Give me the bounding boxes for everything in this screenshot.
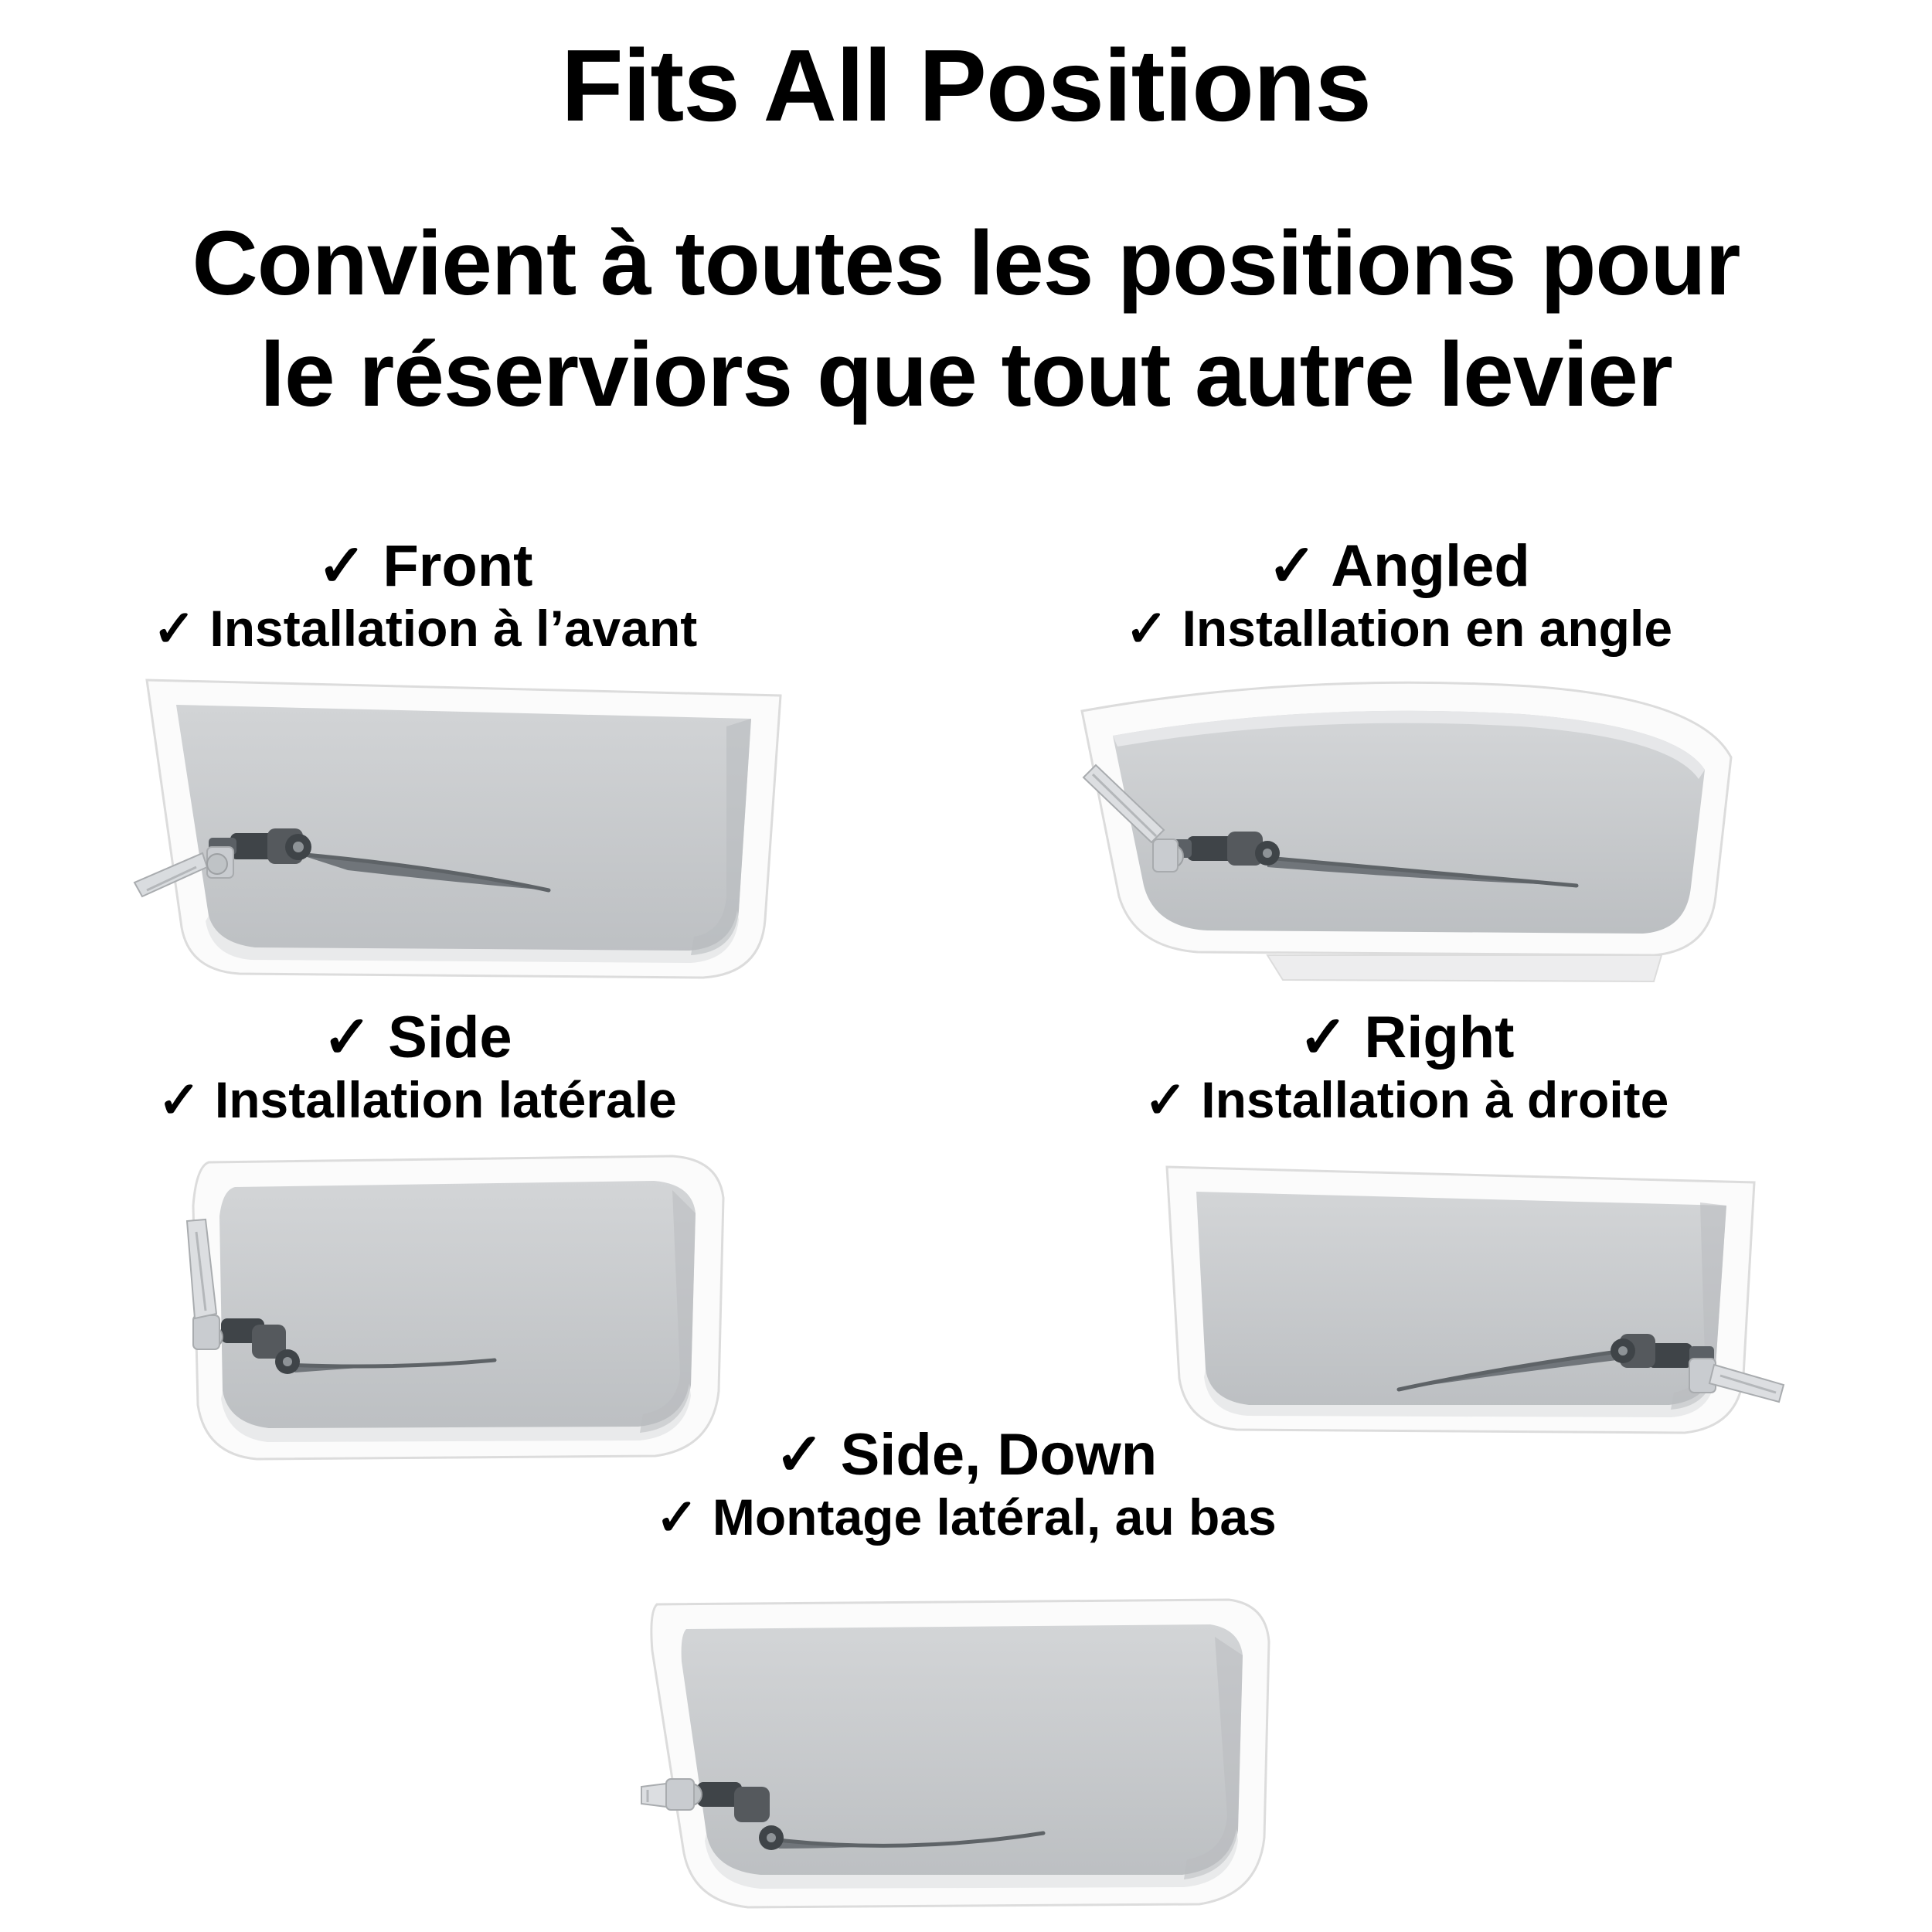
- panel-label-right-en: [1028, 1005, 1785, 1070]
- panel-label-side-down-en-text: Side, Down: [840, 1422, 1158, 1488]
- panel-label-front-fr: [77, 599, 773, 659]
- check-icon: ✓: [322, 1005, 372, 1070]
- panel-label-front-en: [77, 533, 773, 599]
- panel-label-front: [77, 533, 773, 659]
- panel-label-angled-en-text: Angled: [1331, 533, 1530, 599]
- tank-illustration-front: [116, 665, 811, 1005]
- panel-label-side: [70, 1005, 765, 1131]
- tank-illustration-side-down: [611, 1577, 1306, 1924]
- check-icon: ✓: [158, 1071, 201, 1129]
- panel-label-front-fr-text: Installation à l’avant: [209, 600, 698, 658]
- check-icon: ✓: [655, 1488, 699, 1546]
- panel-label-angled-fr-text: Installation en angle: [1182, 600, 1673, 658]
- check-icon: ✓: [1144, 1071, 1187, 1129]
- panel-label-right: [1028, 1005, 1785, 1131]
- chrome-handle: [641, 1779, 702, 1810]
- panel-label-right-en-text: Right: [1364, 1005, 1515, 1070]
- check-icon: ✓: [1298, 1005, 1349, 1070]
- check-icon: ✓: [774, 1422, 825, 1488]
- panel-label-side-down-fr-text: Montage latéral, au bas: [712, 1488, 1277, 1546]
- panel-label-right-fr: [1028, 1070, 1785, 1131]
- panel-label-side-fr-text: Installation latérale: [214, 1071, 677, 1129]
- check-icon: ✓: [1267, 533, 1317, 599]
- panel-label-angled-en: [1020, 533, 1777, 599]
- panel-label-side-fr: [70, 1070, 765, 1131]
- page-title-french-line1: Convient à toutes les positions pour: [192, 213, 1740, 315]
- panel-label-side-down-fr: [510, 1488, 1422, 1548]
- page-title-english: Fits All Positions: [561, 29, 1371, 142]
- panel-label-side-en: [70, 1005, 765, 1070]
- check-icon: ✓: [1124, 600, 1168, 658]
- page-title-french: [0, 209, 1932, 431]
- panel-label-angled: [1020, 533, 1777, 659]
- panel-label-right-fr-text: Installation à droite: [1201, 1071, 1669, 1129]
- panel-label-side-en-text: Side: [388, 1005, 512, 1070]
- panel-label-angled-fr: [1020, 599, 1777, 659]
- page-title-french-line2: le réserviors que tout autre levier: [260, 323, 1672, 426]
- tank-illustration-angled: [1036, 665, 1762, 1005]
- check-icon: ✓: [152, 600, 196, 658]
- panel-label-front-en-text: Front: [383, 533, 533, 599]
- panel-label-side-down-en: [510, 1422, 1422, 1488]
- check-icon: ✓: [317, 533, 367, 599]
- panel-label-side-down: [510, 1422, 1422, 1548]
